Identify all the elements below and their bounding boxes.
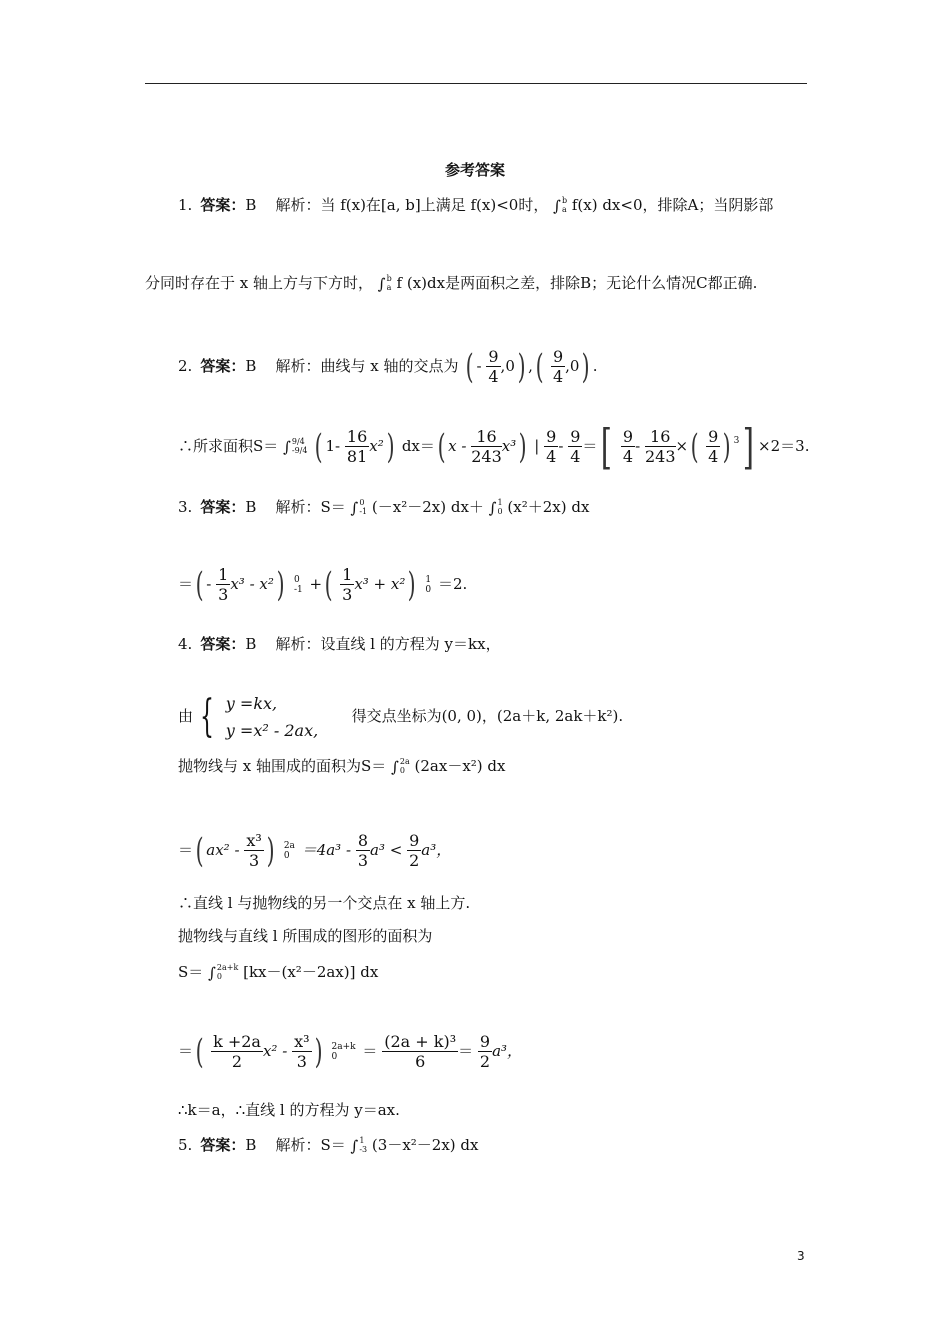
evaluation-bar: 0 -1: [293, 575, 303, 595]
fraction: $\frac{k +2a}{2}$: [213, 1032, 261, 1071]
q4-line8: ＝( $\frac{k +2a}{2}$ x² - $\frac{\text{x³}}{3}$ ) 2a+k 0 ＝ $\frac{\text{(2a + k)³}}{6}$ ＝ $\frac{9}{2}$ a³，: [178, 1032, 523, 1072]
q1-line2: 分同时存在于 x 轴上方与下方时， ∫ b a f (x)dx是两面积之差，排除B；无论什么情况C都正确.: [145, 274, 758, 293]
q4-line7: S＝ ∫ 2a+k 0 [kx－(x²－2ax)] dx: [178, 963, 379, 982]
fraction: $\frac{\text{(2a + k)³}}{6}$: [384, 1032, 457, 1071]
integral-sign: ∫ 2a+k 0: [208, 963, 239, 982]
fraction: $\frac{9}{4}$: [622, 427, 634, 466]
fraction: $\frac{16}{81}$: [346, 427, 368, 466]
fraction: $\frac{16}{243}$: [644, 427, 676, 466]
fraction: $\frac{9}{4}$: [546, 427, 557, 466]
fraction: $\frac{1}{3}$: [342, 565, 353, 604]
evaluation-bar: 2a+k 0: [331, 1042, 356, 1062]
q4-line5: ∴直线 l 与抛物线的另一个交点在 x 轴上方.: [178, 894, 471, 912]
integral-sign: ∫ 9/4 -9/4: [283, 437, 308, 456]
fraction: $\frac{\text{x³}}{3}$: [246, 831, 262, 870]
q4-line6: 抛物线与直线 l 所围成的图形的面积为: [178, 927, 433, 945]
fraction: $\frac{8}{3}$: [357, 831, 368, 870]
page-number: 3: [797, 1249, 805, 1263]
fraction: $\frac{9}{4}$: [570, 427, 581, 466]
header-rule: [145, 83, 807, 84]
integral-sign: ∫ 1 -3: [350, 1136, 368, 1155]
q4-line9: ∴k＝a，∴直线 l 的方程为 y＝ax.: [178, 1101, 400, 1119]
fraction: $\frac{9}{4}$: [552, 347, 564, 386]
q5-line1: 5. 答案：B 解析：S＝ ∫ 1 -3 (3－x²－2x) dx: [178, 1136, 479, 1155]
integral-sign: ∫ b a: [377, 274, 392, 293]
q4-line3: 抛物线与 x 轴围成的面积为S＝ ∫ 2a 0 (2ax－x²) dx: [178, 757, 506, 776]
fraction: $\frac{1}{3}$: [218, 565, 229, 604]
fraction: $\frac{9}{4}$: [708, 427, 719, 466]
fraction: $\frac{9}{2}$: [409, 831, 420, 870]
evaluation-bar: 1 0: [425, 575, 432, 595]
q4-line4: ＝( ax² - $\frac{\text{x³}}{3}$ ) 2a 0 ＝4a³ - $\frac{8}{3}$ a³ < $\frac{9}{2}$ a³，: [178, 831, 452, 871]
fraction: $\frac{9}{2}$: [479, 1032, 491, 1071]
page-title: 参考答案: [444, 161, 505, 179]
integral-sign: ∫ b a: [553, 196, 568, 215]
equation-system: y =kx, y =x² - 2ax,: [225, 694, 319, 740]
q3-line1: 3. 答案：B 解析：S＝ ∫ 0 -1 (－x²－2x) dx＋ ∫ 1 0 (x²＋2x) dx: [178, 498, 590, 517]
q1-line1: 1. 答案：B 解析：当 f(x)在[a, b]上满足 f(x)<0时， ∫ b a f(x) dx<0，排除A；当阴影部: [178, 196, 774, 215]
fraction: $\frac{9}{4}$: [488, 347, 499, 386]
q4-line2: 由 { y =kx, y =x² - 2ax, 得交点坐标为(0, 0)，(2a＋k, 2ak＋k²).: [178, 691, 624, 742]
integral-sign: ∫ 0 -1: [350, 498, 368, 517]
q3-line2: ＝( - $\frac{1}{3}$ x³ - x²) 0 -1 +( $\frac{1}{3}$ x³ + x²) 1 0 ＝2.: [178, 565, 468, 605]
q2-line2: ∴所求面积S＝ ∫ 9/4 -9/4 ( 1- $\frac{16}{81}$ x²) dx＝( x - $\frac{16}{243}$ x³) | $\frac{9}{4}$ - $\frac{9}{4}$ ＝[ $\frac{9}{4}$ - $\frac{16}{243}$ ×( $\frac{9}{4}$ ) $^3$] ×2＝3.: [178, 419, 810, 475]
q4-line1: 4. 答案：B 解析：设直线 l 的方程为 y＝kx，: [178, 635, 501, 653]
integral-sign: ∫ 2a 0: [391, 757, 410, 776]
q2-line1: 2. 答案：B 解析：曲线与 x 轴的交点为 ( - $\frac{9}{4}$ ,0) ,( $\frac{9}{4}$ ,0) .: [178, 347, 598, 387]
integral-sign: ∫ 1 0: [488, 498, 503, 517]
fraction: $\frac{\text{x³}}{3}$: [294, 1032, 310, 1071]
fraction: $\frac{16}{243}$: [471, 427, 502, 466]
evaluation-bar: 2a 0: [283, 841, 295, 861]
